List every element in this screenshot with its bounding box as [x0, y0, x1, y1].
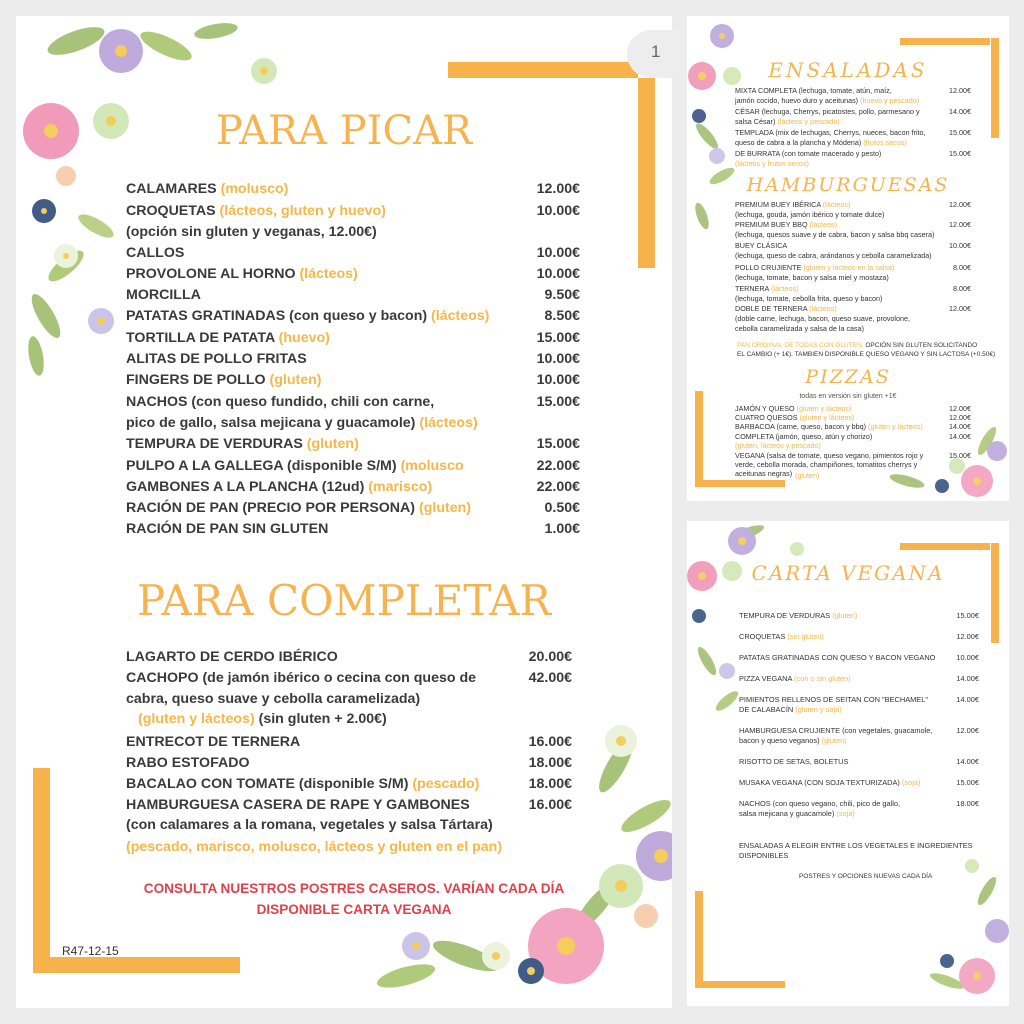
menu-item — [126, 180, 580, 198]
item-allergen: (gluten) — [306, 436, 359, 452]
item-name: NACHOS (con queso vegano, chili, pico de gallo, — [739, 799, 901, 808]
item-allergen: (huevo y pescado) — [860, 96, 920, 105]
menu-item — [739, 695, 979, 704]
item-description — [735, 117, 840, 126]
item-name: RACIÓN DE PAN SIN GLUTEN — [126, 521, 329, 537]
menu-item — [739, 632, 979, 641]
item-name: cabra, queso suave y cebolla caramelizada) — [126, 691, 421, 707]
item-price: 10.00€ — [536, 351, 580, 367]
postres-note: POSTRES Y OPCIONES NUEVAS CADA DÍA — [799, 873, 933, 880]
item-name: GAMBONES A LA PLANCHA (12ud) — [126, 479, 365, 495]
item-name: RACIÓN DE PAN (PRECIO POR PERSONA) — [126, 500, 416, 516]
item-name: pico de gallo, salsa mejicana y guacamole) — [126, 415, 416, 431]
hamburguesas-title: HAMBURGUESAS — [746, 174, 950, 196]
item-description: aceitunas negras) — [735, 469, 793, 478]
item-name: BUEY CLÁSICA — [735, 241, 788, 250]
item-allergen: (frutos secos) — [863, 138, 907, 147]
item-price: 12.00€ — [536, 181, 580, 197]
item-allergen: (sin gluten) — [787, 632, 824, 641]
menu-item — [739, 653, 979, 662]
item-allergen: (gluten y lácteos) — [868, 422, 923, 431]
menu-item — [126, 669, 572, 687]
item-allergen: (soja) — [901, 778, 921, 787]
item-allergen: (soja) — [836, 809, 855, 818]
item-price — [492, 690, 572, 708]
menu-item — [126, 286, 580, 304]
item-price: 12.00€ — [949, 404, 971, 413]
item-name: POLLO CRUJIENTE — [735, 263, 802, 272]
item-price: 22.00€ — [536, 458, 580, 474]
item-price: 12.00€ — [956, 632, 979, 641]
menu-item — [126, 435, 580, 453]
accent-bar — [638, 78, 655, 268]
item-allergen: (lácteos) — [770, 284, 799, 293]
item-description-text: salsa César) — [735, 117, 776, 126]
item-name: CALAMARES — [126, 181, 217, 197]
postres-notice: CONSULTA NUESTROS POSTRES CASEROS. VARÍAN CADA DÍA — [143, 881, 565, 896]
flower-decoration-bottom-right — [366, 706, 672, 1008]
item-description: (lechuga, tomate, bacon y salsa miel y mostaza) — [735, 273, 889, 282]
item-name: RABO ESTOFADO — [126, 755, 250, 771]
item-name: JAMÓN Y QUESO — [735, 404, 795, 413]
item-description — [739, 736, 847, 745]
item-allergen: (gluten) — [269, 372, 322, 388]
menu-item — [735, 432, 971, 441]
menu-item — [735, 404, 971, 413]
item-price: 12.00€ — [949, 220, 971, 229]
item-description — [735, 96, 919, 105]
item-price: 12.00€ — [949, 200, 971, 209]
cachopo-allergen-line: (gluten y lácteos) (sin gluten + 2.00€) — [138, 711, 387, 727]
item-description-text: salsa mejicana y guacamole) — [739, 809, 835, 818]
item-price: 14.00€ — [956, 674, 979, 683]
accent-bar — [695, 391, 703, 486]
item-name: CROQUETAS — [126, 203, 216, 219]
item-price: 14.00€ — [949, 422, 971, 431]
item-price: 12.00€ — [949, 304, 971, 313]
para-picar-title: PARA PICAR — [215, 108, 473, 154]
item-price: 15.00€ — [949, 149, 971, 158]
page-number-tab[interactable]: 1 — [627, 30, 687, 78]
item-price: 15.00€ — [536, 436, 580, 452]
item-name: FINGERS DE POLLO — [126, 372, 266, 388]
item-price: 15.00€ — [536, 394, 580, 410]
accent-bar — [33, 957, 240, 973]
item-price: 14.00€ — [956, 695, 979, 704]
item-price: 15.00€ — [956, 778, 979, 787]
hamburguesa-description: (con calamares a la romana, vegetales y salsa Tártara) — [126, 817, 493, 833]
menu-page-3 — [687, 521, 1009, 1006]
menu-item — [126, 775, 572, 793]
pizza-vegana-allergen: (gluten) — [795, 471, 820, 480]
accent-bar — [695, 891, 703, 986]
item-price: 0.50€ — [544, 500, 580, 516]
menu-item — [126, 690, 572, 708]
accent-bar — [448, 62, 638, 78]
hamburguesa-allergens: (pescado, marisco, molusco, lácteos y gluten en el pan) — [126, 839, 503, 855]
item-name: BACALAO CON TOMATE (disponible S/M) — [126, 776, 409, 792]
menu-item — [126, 371, 580, 389]
menu-item — [735, 241, 971, 250]
menu-item — [735, 200, 971, 209]
item-name: COMPLETA (jamón, queso, atún y chorizo) — [735, 432, 873, 441]
menu-item — [739, 674, 979, 683]
menu-item — [126, 648, 572, 666]
item-description: (lechuga, quesos suave y de cabra, bacon y salsa bbq casera) — [735, 230, 935, 239]
item-price: 10.00€ — [536, 203, 580, 219]
item-price: 14.00€ — [949, 107, 971, 116]
item-name: PIZZA VEGANA — [739, 674, 792, 683]
menu-page-1 — [16, 16, 672, 1008]
menu-item — [126, 393, 580, 411]
ensaladas-title: ENSALADAS — [768, 58, 928, 82]
item-price: 10.00€ — [949, 241, 971, 250]
item-description — [735, 138, 907, 147]
menu-item — [126, 244, 580, 262]
item-description: (lechuga, gouda, jamón ibérico y tomate dulce) — [735, 210, 885, 219]
item-price: 14.00€ — [949, 432, 971, 441]
accent-bar — [33, 768, 50, 958]
menu-item — [735, 304, 971, 313]
pan-note-2: EL CAMBIO (+ 1€). TAMBIEN DISPONIBLE QUESO VEGANO Y SIN LACTOSA (+0.50€) — [737, 351, 996, 358]
item-description: (doble carne, lechuga, bacon, queso suave, provolone, — [735, 314, 911, 323]
carta-vegana-notice: DISPONIBLE CARTA VEGANA — [256, 902, 452, 917]
menu-page-2 — [687, 16, 1009, 501]
menu-item — [126, 733, 572, 751]
pizzas-subtitle: todas en versión sin gluten +1€ — [799, 393, 897, 400]
item-allergen: (lácteos y pescado) — [777, 117, 840, 126]
menu-item — [126, 754, 572, 772]
menu-item — [126, 350, 580, 368]
item-allergen: (gluten) — [821, 736, 847, 745]
item-price: 20.00€ — [528, 649, 572, 665]
item-price: 10.00€ — [956, 653, 979, 662]
item-name: DE BURRATA (con tomate macerado y pesto) — [735, 149, 882, 158]
item-name: CUATRO QUESOS — [735, 413, 798, 422]
accent-bar — [900, 38, 990, 45]
item-name: HAMBURGUESA CASERA DE RAPE Y GAMBONES — [126, 797, 470, 813]
item-price: 9.50€ — [544, 287, 580, 303]
menu-item — [126, 223, 580, 241]
accent-bar — [695, 981, 785, 988]
item-price: 42.00€ — [528, 670, 572, 686]
menu-item — [126, 265, 580, 283]
ensaladas-note: ENSALADAS A ELEGIR ENTRE LOS VEGETALES E INGREDIENTES — [739, 841, 973, 850]
item-name: TEMPURA DE VERDURAS — [126, 436, 303, 452]
item-name: CROQUETAS — [739, 632, 786, 641]
item-name: CALLOS — [126, 245, 185, 261]
item-description-text: jamón cocido, huevo duro y aceitunas) — [735, 96, 859, 105]
pizzas-title: PIZZAS — [805, 366, 891, 388]
item-description: cebolla caramelizada y salsa de la casa) — [735, 324, 865, 333]
accent-bar — [900, 543, 990, 550]
menu-item — [739, 778, 979, 787]
item-name: PIMIENTOS RELLENOS DE SEITAN CON "BECHAMEL" — [739, 695, 928, 704]
menu-item — [735, 284, 971, 293]
item-name: ALITAS DE POLLO FRITAS — [126, 351, 307, 367]
ensaladas-note-2: DISPONIBLES — [739, 851, 789, 860]
item-allergen: (lácteos) — [809, 220, 838, 229]
item-price: 15.00€ — [536, 330, 580, 346]
item-allergen: (huevo) — [278, 330, 330, 346]
item-price: 15.00€ — [949, 128, 971, 137]
item-price: 14.00€ — [956, 757, 979, 766]
menu-item — [739, 799, 979, 808]
item-name: RISOTTO DE SETAS, BOLETUS — [739, 757, 849, 766]
item-price: 22.00€ — [536, 479, 580, 495]
item-price: 18.00€ — [956, 799, 979, 808]
item-allergen: (gluten y lácteos) — [796, 404, 852, 413]
menu-item — [735, 451, 971, 460]
item-price: 12.00€ — [949, 86, 971, 95]
item-description-text: DE CALABACÍN — [739, 705, 794, 714]
menu-item — [126, 329, 580, 347]
item-description: (lechuga, tomate, cebolla frita, queso y bacon) — [735, 294, 883, 303]
menu-code: R47-12-15 — [62, 944, 119, 958]
item-price: 1.00€ — [544, 521, 580, 537]
item-price: 10.00€ — [536, 266, 580, 282]
item-allergen: (lácteos) — [419, 415, 478, 431]
item-allergen: (gluten) — [418, 500, 471, 516]
item-price: 16.00€ — [528, 734, 572, 750]
item-price: 10.00€ — [536, 245, 580, 261]
item-name: CACHOPO (de jamón ibérico o cecina con queso de — [126, 670, 477, 686]
item-name: PULPO A LA GALLEGA (disponible S/M) — [126, 458, 397, 474]
item-name: CÉSAR (lechuga, Cherrys, picatostes, pollo, parmesano y — [735, 107, 920, 116]
item-allergen: (lácteos) — [822, 200, 851, 209]
item-price: 16.00€ — [528, 797, 572, 813]
item-name: LAGARTO DE CERDO IBÉRICO — [126, 649, 338, 665]
item-name: MUSAKA VEGANA (CON SOJA TEXTURIZADA) — [739, 778, 900, 787]
menu-item — [126, 307, 580, 325]
item-price: 18.00€ — [528, 776, 572, 792]
item-name: HAMBURGUESA CRUJIENTE (con vegetales, guacamole, — [739, 726, 933, 735]
menu-item — [739, 726, 979, 735]
menu-item — [735, 220, 971, 229]
item-description — [739, 809, 855, 818]
menu-item — [735, 422, 971, 431]
item-name: VEGANA (salsa de tomate, queso vegano, pimientos rojo y — [735, 451, 924, 460]
item-name: TEMPLADA (mix de lechugas, Cherrys, nueces, bacon frito, — [735, 128, 926, 137]
item-price — [500, 414, 580, 432]
item-allergen: (gluten y lácteos en la salsa) — [803, 263, 895, 272]
item-name: PATATAS GRATINADAS CON QUESO Y BACON VEGANO — [739, 653, 936, 662]
menu-item — [735, 107, 971, 116]
accent-bar — [991, 38, 999, 138]
item-allergen: (pescado) — [412, 776, 480, 792]
menu-item — [735, 413, 971, 422]
item-name: TERNERA — [735, 284, 769, 293]
item-allergen: (lácteos y frutos secos) — [735, 159, 809, 168]
item-description — [739, 705, 842, 714]
item-allergen: (molusco) — [220, 181, 289, 197]
item-price: 15.00€ — [949, 451, 971, 460]
item-price: 15.00€ — [956, 611, 979, 620]
item-name: NACHOS (con queso fundido, chili con carne, — [126, 394, 435, 410]
menu-item — [126, 457, 580, 475]
item-allergen: (marisco) — [368, 479, 433, 495]
menu-item — [126, 520, 580, 538]
item-allergen: (lácteos) — [809, 304, 837, 313]
item-price: 12.00€ — [956, 726, 979, 735]
menu-item — [126, 202, 580, 220]
item-price — [500, 223, 580, 241]
item-allergen: (lácteos) — [431, 308, 490, 324]
item-name: TORTILLA DE PATATA — [126, 330, 275, 346]
item-price: 12.00€ — [949, 413, 971, 422]
menu-item — [735, 149, 971, 158]
item-allergen: (gluten y lácteos) — [799, 413, 855, 422]
item-price: 10.00€ — [536, 372, 580, 388]
pan-note: PAN ORIGINAL DE TODAS CON GLUTEN. OPCIÓN SIN GLUTEN SOLICITANDO — [737, 342, 978, 349]
item-name: PROVOLONE AL HORNO — [126, 266, 296, 282]
item-price: 18.00€ — [528, 755, 572, 771]
item-description: (gluten, lácteos y pescado) — [735, 441, 821, 450]
item-description-text: bacon y queso veganos) — [739, 736, 820, 745]
item-name: MORCILLA — [126, 287, 201, 303]
menu-item — [735, 86, 971, 95]
menu-item — [739, 611, 979, 620]
para-completar-title: PARA COMPLETAR — [136, 576, 552, 625]
item-allergen: (gluten y soja) — [795, 705, 842, 714]
menu-item — [735, 263, 971, 272]
menu-item — [126, 796, 572, 814]
item-allergen: (gluten) — [832, 611, 858, 620]
accent-bar — [695, 480, 785, 487]
item-name: MIXTA COMPLETA (lechuga, tomate, atún, maíz, — [735, 86, 892, 95]
item-allergen: (lácteos) — [299, 266, 358, 282]
item-name: TEMPURA DE VERDURAS — [739, 611, 831, 620]
item-allergen: (con o sin gluten) — [794, 674, 851, 683]
menu-item — [126, 478, 580, 496]
accent-bar — [991, 543, 999, 643]
menu-item — [739, 757, 979, 766]
item-name: DOBLE DE TERNERA — [735, 304, 808, 313]
item-name: PATATAS GRATINADAS (con queso y bacon) — [126, 308, 428, 324]
carta-vegana-title: CARTA VEGANA — [751, 561, 945, 585]
item-allergen: (lácteos, gluten y huevo) — [219, 203, 386, 219]
item-name: (opción sin gluten y veganas, 12.00€) — [126, 224, 377, 240]
menu-item — [126, 414, 580, 432]
menu-item — [735, 128, 971, 137]
item-name: BARBACOA (carne, queso, bacon y bbq) — [735, 422, 867, 431]
item-description: verde, cebolla morada, champiñones, tomatitos cherrys y — [735, 460, 918, 469]
item-description-text: queso de cabra a la plancha y Módena) — [735, 138, 862, 147]
item-name: ENTRECOT DE TERNERA — [126, 734, 301, 750]
item-price: 8.00€ — [953, 263, 971, 272]
item-allergen: (molusco — [400, 458, 464, 474]
item-name: PREMIUM BUEY IBÉRICA — [735, 200, 821, 209]
item-price: 8.50€ — [544, 308, 580, 324]
item-description: (lechuga, queso de cabra, arándanos y cebolla caramelizada) — [735, 251, 932, 260]
item-price: 8.00€ — [953, 284, 971, 293]
item-name: PREMIUM BUEY BBQ — [735, 220, 808, 229]
menu-item — [126, 499, 580, 517]
